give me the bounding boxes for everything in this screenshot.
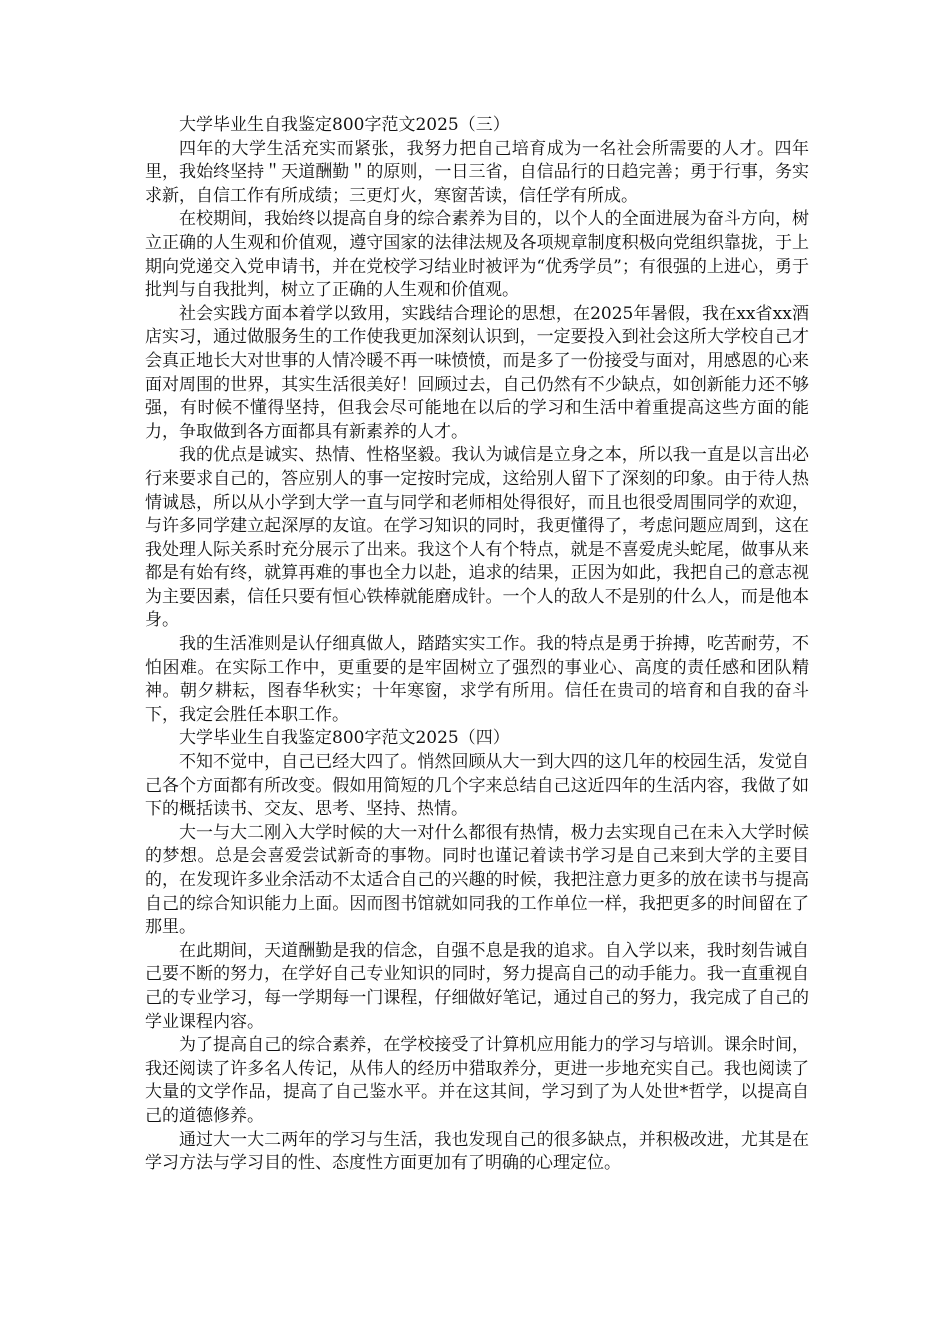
paragraph: 不知不觉中，自己已经大四了。悄然回顾从大一到大四的这几年的校园生活，发觉自己各个方面都有所改变。假如用简短的几个字来总结自己这近四年的生活内容，我做了如下的概括读书、交友、思考、坚持、热情。 bbox=[145, 752, 809, 820]
section-four bbox=[145, 727, 809, 1175]
section-three bbox=[145, 114, 809, 727]
paragraph: 四年的大学生活充实而紧张，我努力把自己培育成为一名社会所需要的人才。四年里，我始终坚持＂天道酬勤＂的原则，一日三省，自信品行的日趋完善；勇于行事，务实求新，自信工作有所成绩；三更灯火，寒窗苦读，信任学有所成。 bbox=[145, 138, 809, 206]
paragraph: 我的生活准则是认仔细真做人，踏踏实实工作。我的特点是勇于拚搏，吃苦耐劳，不怕困难。在实际工作中，更重要的是牢固树立了强烈的事业心、高度的责任感和团队精神。朝夕耕耘，图春华秋实；十年寒窗，求学有所用。信任在贵司的培育和自我的奋斗下，我定会胜任本职工作。 bbox=[145, 634, 809, 725]
section-heading: 大学毕业生自我鉴定800字范文2025（三） bbox=[179, 115, 510, 135]
paragraph: 大一与大二刚入大学时候的大一对什么都很有热情，极力去实现自己在未入大学时候的梦想。总是会喜爱尝试新奇的事物。同时也谨记着读书学习是自己来到大学的主要目的，在发现许多业余活动不太适合自己的兴趣的时候，我把注意力更多的放在读书与提高自己的综合知识能力上面。因而图书馆就如同我的工作单位一样，我把更多的时间留在了那里。 bbox=[145, 822, 809, 938]
document-page bbox=[145, 114, 809, 1176]
paragraph: 通过大一大二两年的学习与生活，我也发现自己的很多缺点，并积极改进，尤其是在学习方法与学习目的性、态度性方面更加有了明确的心理定位。 bbox=[145, 1129, 809, 1174]
paragraph: 社会实践方面本着学以致用，实践结合理论的思想，在2025年暑假，我在xx省xx酒店实习，通过做服务生的工作使我更加深刻认识到，一定要投入到社会这所大学校自己才会真正地长大对世事的人情冷暖不再一味愤愤，而是多了一份接受与面对，用感恩的心来面对周围的世界，其实生活很美好！回顾过去，自己仍然有不少缺点，如创新能力还不够强，有时候不懂得坚持，但我会尽可能地在以后的学习和生活中着重提高这些方面的能力，争取做到各方面都具有新素养的人才。 bbox=[145, 303, 809, 442]
paragraph: 在校期间，我始终以提高自身的综合素养为目的，以个人的全面进展为奋斗方向，树立正确的人生观和价值观，遵守国家的法律法规及各项规章制度积极向党组织靠拢，于上期向党递交入党申请书，并在党校学习结业时被评为“优秀学员”；有很强的上进心，勇于批判与自我批判，树立了正确的人生观和价值观。 bbox=[145, 209, 809, 301]
paragraph: 为了提高自己的综合素养，在学校接受了计算机应用能力的学习与培训。课余时间，我还阅读了许多名人传记，从伟人的经历中猎取养分，更进一步地充实自己。我也阅读了大量的文学作品，提高了自己鉴水平。并在这其间，学习到了为人处世*哲学，以提高自己的道德修养。 bbox=[145, 1035, 809, 1126]
paragraph: 在此期间，天道酬勤是我的信念，自强不息是我的追求。自入学以来，我时刻告诫自己要不断的努力，在学好自己专业知识的同时，努力提高自己的动手能力。我一直重视自己的专业学习，每一学期每一门课程，仔细做好笔记，通过自己的努力，我完成了自己的学业课程内容。 bbox=[145, 940, 809, 1032]
section-heading: 大学毕业生自我鉴定800字范文2025（四） bbox=[179, 728, 510, 749]
paragraph: 我的优点是诚实、热情、性格坚毅。我认为诚信是立身之本，所以我一直是以言出必行来要求自己的，答应别人的事一定按时完成，这给别人留下了深刻的印象。由于待人热情诚恳，所以从小学到大学一直与同学和老师相处得很好，而且也很受周围同学的欢迎，与许多同学建立起深厚的友谊。在学习知识的同时，我更懂得了，考虑问题应周到，这在我处理人际关系时充分展示了出来。我这个人有个特点，就是不喜爱虎头蛇尾，做事从来都是有始有终，就算再难的事也全力以赴，追求的结果，正因为如此，我把自己的意志视为主要因素，信任只要有恒心铁棒就能磨成针。一个人的敌人不是别的什么人，而是他本身。 bbox=[145, 445, 809, 631]
